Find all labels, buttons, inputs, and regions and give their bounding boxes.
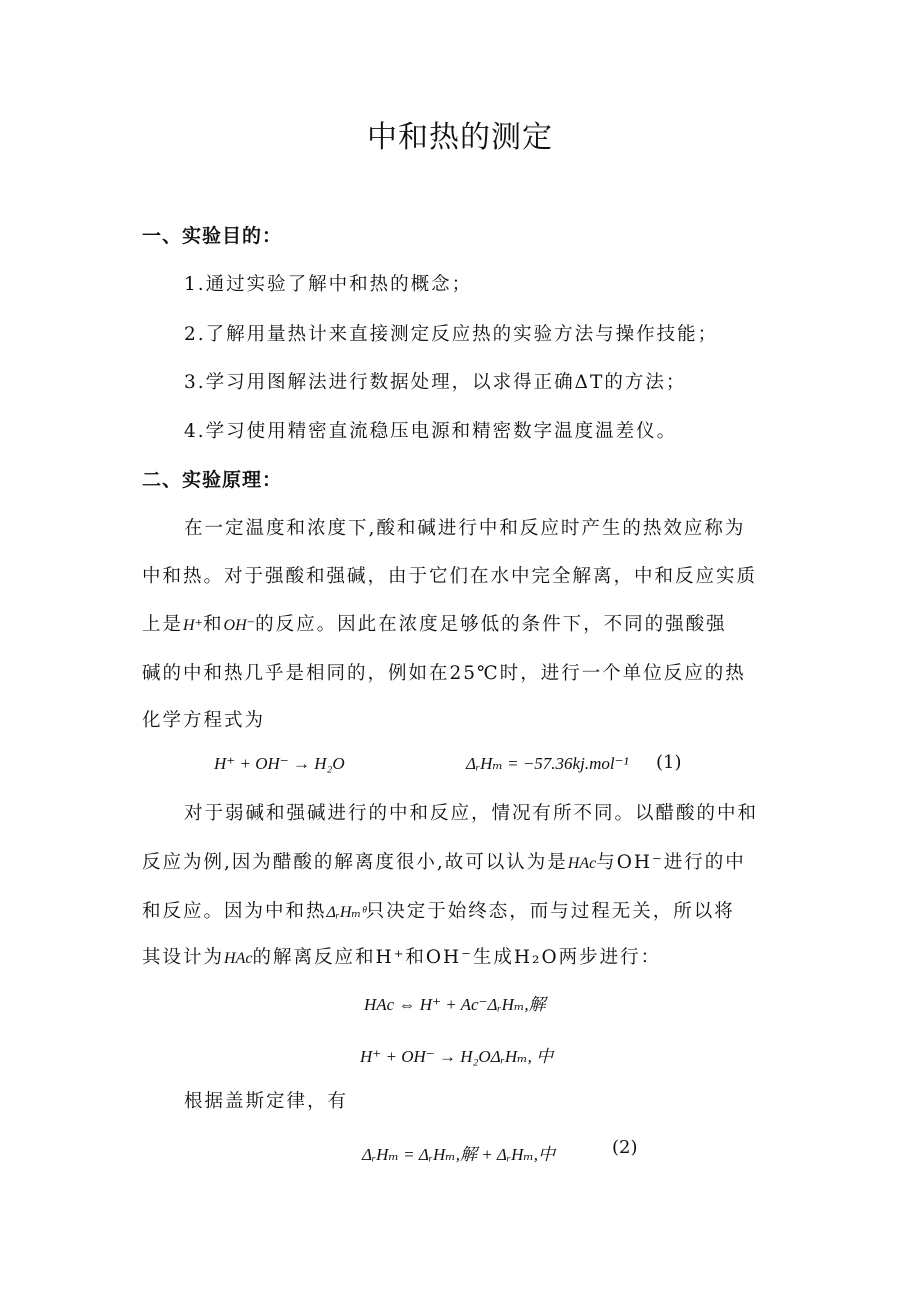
purpose-item-1: 1.通过实验了解中和热的概念；: [184, 274, 473, 295]
hess-law-text: 根据盖斯定律，有: [184, 1091, 349, 1112]
principle-p2-line-3: [142, 897, 735, 923]
purpose-item-4: 4.学习使用精密直流稳压电源和精密数字温度温差仪。: [184, 421, 678, 442]
hac-symbol: HAc: [567, 855, 597, 872]
purpose-item-2: 2.了解用量热计来直接测定反应热的实验方法与操作技能；: [184, 324, 719, 345]
principle-line-2: 中和热。对于强酸和强碱，由于它们在水中完全解离，中和反应实质: [142, 566, 758, 587]
principle-line-1: 在一定温度和浓度下,酸和碱进行中和反应时产生的热效应称为: [184, 518, 746, 539]
equation-1-right: ΔᵣHₘ = −57.36kj.mol⁻¹: [466, 754, 629, 773]
principle-line-3: [142, 610, 727, 636]
text: 只决定于始终态，而与过程无关，所以将: [365, 901, 735, 922]
principle-line-4: 碱的中和热几乎是相同的，例如在25℃时，进行一个单位反应的热: [142, 663, 746, 684]
equation-2: ΔᵣHₘ = ΔᵣHₘ,解 + ΔᵣHₘ,中: [362, 1145, 556, 1164]
section-heading-principle: 二、实验原理：: [142, 469, 283, 491]
equation-1-left: H⁺ + OH⁻ → H₂O: [214, 754, 345, 773]
page-title: 中和热的测定: [367, 120, 553, 155]
text: 上是: [142, 614, 184, 635]
oh-minus-symbol: OH⁻: [223, 617, 256, 634]
text: 和: [203, 614, 224, 635]
equation-water-formation: H⁺ + OH⁻ → H₂OΔᵣHₘ, 中: [360, 1047, 554, 1066]
principle-p2-line-2: [142, 848, 746, 874]
equation-2-number: (2): [612, 1137, 638, 1158]
enthalpy-theta-symbol: ΔᵣHₘᶿ: [326, 904, 366, 921]
equation-hac-dissociation: HAc ⇔ H⁺ + Ac⁻ΔᵣHₘ,解: [364, 995, 546, 1014]
equation-1-number: (1): [656, 752, 682, 773]
text: 与OH⁻进行的中: [596, 852, 746, 873]
text: 反应为例,因为醋酸的解离度很小,故可以认为是: [142, 852, 568, 873]
text: 的反应。因此在浓度足够低的条件下，不同的强酸强: [255, 614, 727, 635]
text: 的解离反应和H⁺和OH⁻生成H₂O两步进行：: [252, 947, 662, 968]
text: 其设计为: [142, 947, 225, 968]
section-heading-purpose: 一、实验目的：: [142, 225, 283, 247]
principle-p2-line-1: 对于弱碱和强碱进行的中和反应，情况有所不同。以醋酸的中和: [184, 803, 759, 824]
h-plus-symbol: H⁺: [183, 617, 204, 634]
principle-line-5: 化学方程式为: [142, 710, 266, 731]
purpose-item-3: 3.学习用图解法进行数据处理，以求得正确ΔT的方法；: [184, 372, 687, 393]
principle-p2-line-4: [142, 943, 661, 969]
text: 和反应。因为中和热: [142, 901, 327, 922]
hac-c-symbol: HAc: [224, 950, 253, 967]
